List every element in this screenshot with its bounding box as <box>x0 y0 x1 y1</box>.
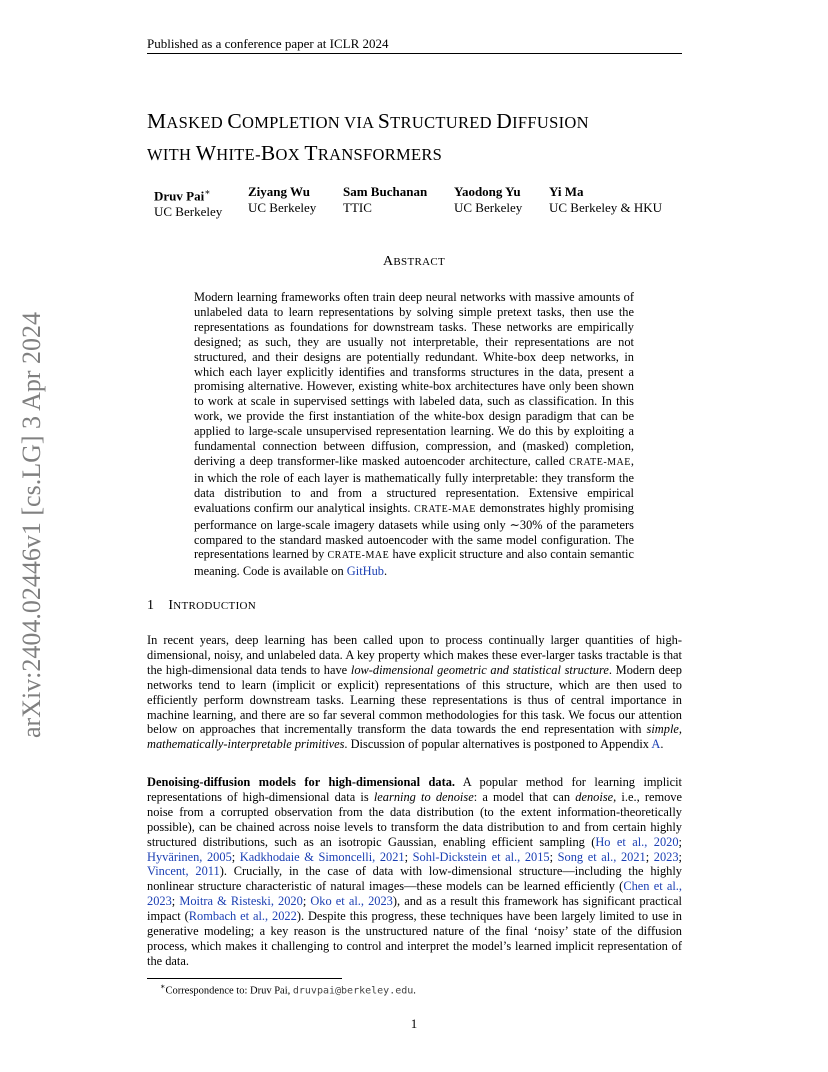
title-line-1: MASKED COMPLETION VIA STRUCTURED DIFFUSION <box>147 109 589 133</box>
author-affiliation: UC Berkeley & HKU <box>549 200 663 215</box>
abstract-body: Modern learning frameworks often train deep neural networks with massive amounts of unlabeled data to learn representations by solving simple pretext tasks, then use the representations as foundations for downstream tasks. These networks are empirically designed; as such, they are usually not interpretable, their representations are not structured, and their designs are potentially redundant. White-box deep networks, in which each layer explicitly identifies and transforms structures in the data, present a promising alternative. However, existing white-box architectures have only been shown to work at scale in supervised settings with labeled data, such as classification. In this work, we provide the first instantiation of the white-box design paradigm that can be applied to large-scale unsupervised representation learning. We do this by exploiting a fundamental connection between diffusion, compression, and (masked) completion, deriving a deep transformer-like masked autoencoder architecture, called CRATE-MAE, in which the role of each layer is mathematically fully interpretable: they transform the data distribution to and from a structured representation. Extensive empirical evaluations confirm our analytical insights. CRATE-MAE demonstrates highly promising performance on large-scale imagery datasets while using only ∼30% of the parameters compared to the standard masked autoencoder with the same model configuration. The representations learned by CRATE-MAE have explicit structure and also contain semantic meaning. Code is available on GitHub. <box>194 290 634 579</box>
section-heading-introduction: 1 INTRODUCTION <box>147 598 257 613</box>
citation-link[interactable]: 2023 <box>653 849 679 864</box>
intro-paragraph-1: In recent years, deep learning has been called upon to process continually larger quantities of high-dimensional, noisy, and unlabeled data. A key property which makes these ever-larger tasks tractable is that the high-dimensional data tends to have low-dimensional geometric and statistical structure. Modern deep networks tend to learn (implicit or explicit) representations of this structure, which are then used to efficiently perform downstream tasks. Learning these representations is thus of central importance in machine learning, and there are so far several common methodologies for this task. We focus our attention below on approaches that incrementally transform the data towards the end representation with simple, mathematically-interpretable primitives. Discussion of popular alternatives is postponed to Appendix A. <box>147 633 682 752</box>
footnote-rule <box>147 978 342 979</box>
citation-link[interactable]: Chen et al., 2023 <box>147 879 683 909</box>
arxiv-stamp-text: arXiv:2404.02446v1 [cs.LG] 3 Apr 2024 <box>17 311 46 739</box>
intro-paragraph-2: Denoising-diffusion models for high-dimensional data. A popular method for learning implicit representations of high-dimensional data is learning to denoise: a model that can denoise, i.e., remove noise from a corrupted observation from the data distribution (to the extent information-theoretically possible), can be chained across noise levels to transform the data distribution to and from certain highly structured distributions, such as an isotropic Gaussian, enabling efficient sampling (Ho et al., 2020; Hyvärinen, 2005; Kadkhodaie & Simoncelli, 2021; Sohl-Dickstein et al., 2015; Song et al., 2021; 2023; Vincent, 2011). Crucially, in the case of data with low-dimensional structure—including the highly nonlinear structure characteristic of natural images—these models can be learned efficiently (Chen et al., 2023; Moitra & Risteski, 2020; Oko et al., 2023), and as a result this framework has significant practical impact (Rombach et al., 2022). Despite this progress, these techniques have been largely limited to use in generative modeling; a key reason is the unstructured nature of the final ‘noisy’ state of the diffusion process, which makes it challenging to control and interpret the model’s learned implicit representation of the data. <box>147 775 683 968</box>
appendix-link[interactable]: A <box>651 737 661 752</box>
paper-title <box>147 106 707 170</box>
citation-link[interactable]: Oko et al., 2023 <box>310 894 393 909</box>
author-affiliation: UC Berkeley <box>454 200 523 215</box>
running-header: Published as a conference paper at ICLR 2024 <box>147 36 389 51</box>
author-4: Yaodong Yu UC Berkeley <box>454 184 523 215</box>
arxiv-stamp <box>16 294 48 756</box>
citation-link[interactable]: Rombach et al., 2022 <box>188 909 297 924</box>
email-address[interactable]: druvpai@berkeley.edu <box>292 985 414 997</box>
citation-link[interactable]: Hyvärinen, 2005 <box>147 849 232 864</box>
author-2: Ziyang Wu UC Berkeley <box>248 184 317 215</box>
author-5: Yi Ma UC Berkeley & HKU <box>549 184 663 215</box>
citation-link[interactable]: Sohl-Dickstein et al., 2015 <box>412 849 550 864</box>
paragraph-heading: Denoising-diffusion models for high-dimensional data. <box>147 775 456 789</box>
author-affiliation: UC Berkeley <box>154 204 223 220</box>
author-affiliation: UC Berkeley <box>248 200 317 215</box>
author-1: Druv Pai∗ UC Berkeley <box>154 187 223 220</box>
citation-link[interactable]: Song et al., 2021 <box>557 849 646 864</box>
github-link[interactable]: GitHub <box>346 564 384 579</box>
citation-link[interactable]: Kadkhodaie & Simoncelli, 2021 <box>239 849 405 864</box>
method-name: CRATE-MAE <box>569 456 631 468</box>
method-name: CRATE-MAE <box>327 550 390 562</box>
author-3: Sam Buchanan TTIC <box>343 184 428 215</box>
citation-link[interactable]: Ho et al., 2020 <box>595 834 679 849</box>
title-line-2: WITH WHITE-BOX TRANSFORMERS <box>147 141 443 165</box>
abstract-heading: ABSTRACT <box>382 254 446 269</box>
page-number: 1 <box>410 1016 418 1031</box>
author-affiliation: TTIC <box>343 200 372 215</box>
method-name: CRATE-MAE <box>414 503 476 515</box>
footnote: ∗Correspondence to: Druv Pai, druvpai@berkeley.edu. <box>160 982 416 997</box>
citation-link[interactable]: Vincent, 2011 <box>147 864 220 879</box>
citation-link[interactable]: Moitra & Risteski, 2020 <box>179 894 303 909</box>
header-rule <box>147 53 682 54</box>
